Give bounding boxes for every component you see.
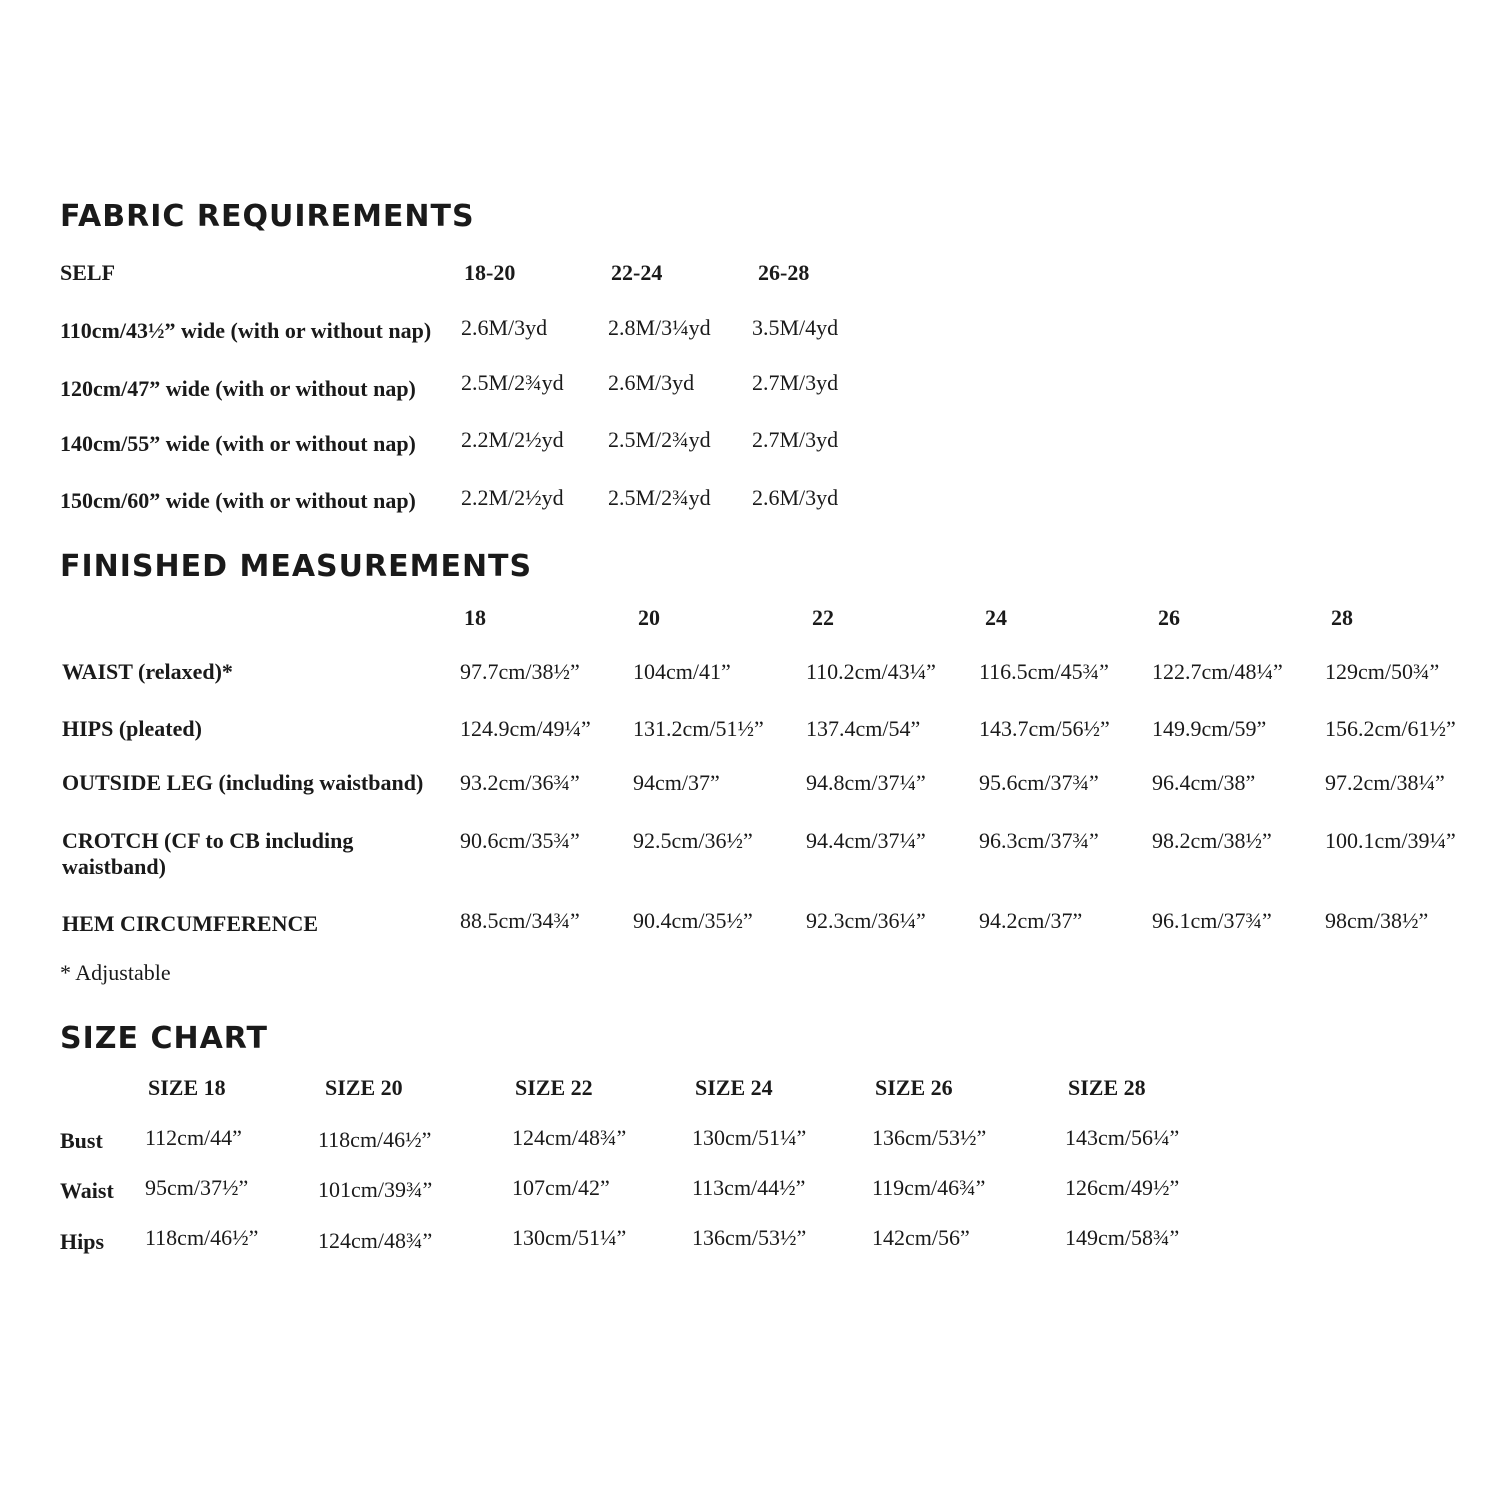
size-col-header: SIZE 22 bbox=[515, 1075, 593, 1100]
size-cell: 124cm/48¾” bbox=[512, 1125, 627, 1150]
size-cell: 113cm/44½” bbox=[692, 1175, 806, 1200]
finished-col-header: 18 bbox=[464, 605, 486, 630]
size-cell: 136cm/53½” bbox=[692, 1225, 807, 1250]
fabric-cell: 2.6M/3yd bbox=[461, 315, 548, 340]
finished-row-label: OUTSIDE LEG (including waistband) bbox=[62, 770, 424, 795]
finished-cell: 94.8cm/37¼” bbox=[806, 770, 926, 795]
fabric-label-header: SELF bbox=[60, 260, 116, 285]
finished-cell: 94cm/37” bbox=[633, 770, 720, 795]
finished-cell: 88.5cm/34¾” bbox=[460, 908, 580, 933]
finished-cell: 143.7cm/56½” bbox=[979, 716, 1110, 741]
fabric-cell: 2.6M/3yd bbox=[752, 485, 839, 510]
finished-cell: 92.3cm/36¼” bbox=[806, 908, 926, 933]
fabric-col-header: 26-28 bbox=[758, 260, 810, 285]
finished-row-label: HEM CIRCUMFERENCE bbox=[62, 911, 319, 936]
fabric-requirements-heading: FABRIC REQUIREMENTS bbox=[60, 199, 475, 234]
finished-col-header: 20 bbox=[638, 605, 660, 630]
finished-cell: 96.3cm/37¾” bbox=[979, 828, 1099, 853]
finished-col-header: 26 bbox=[1158, 605, 1180, 630]
finished-cell: 95.6cm/37¾” bbox=[979, 770, 1099, 795]
finished-cell: 137.4cm/54” bbox=[806, 716, 921, 741]
finished-cell: 90.6cm/35¾” bbox=[460, 828, 580, 853]
finished-cell: 149.9cm/59” bbox=[1152, 716, 1267, 741]
finished-cell: 131.2cm/51½” bbox=[633, 716, 764, 741]
fabric-cell: 2.8M/3¼yd bbox=[608, 315, 711, 340]
fabric-col-header: 22-24 bbox=[611, 260, 663, 285]
finished-cell: 97.7cm/38½” bbox=[460, 659, 580, 684]
fabric-cell: 3.5M/4yd bbox=[752, 315, 839, 340]
size-cell: 101cm/39¾” bbox=[318, 1177, 433, 1202]
size-cell: 142cm/56” bbox=[872, 1225, 970, 1250]
finished-cell: 97.2cm/38¼” bbox=[1325, 770, 1445, 795]
size-cell: 130cm/51¼” bbox=[692, 1125, 807, 1150]
size-cell: 112cm/44” bbox=[145, 1125, 242, 1150]
fabric-cell: 2.5M/2¾yd bbox=[461, 370, 564, 395]
fabric-row-label: 120cm/47” wide (with or without nap) bbox=[60, 376, 416, 401]
size-cell: 130cm/51¼” bbox=[512, 1225, 627, 1250]
finished-cell: 122.7cm/48¼” bbox=[1152, 659, 1283, 684]
finished-cell: 93.2cm/36¾” bbox=[460, 770, 580, 795]
size-cell: 149cm/58¾” bbox=[1065, 1225, 1180, 1250]
fabric-row-label: 110cm/43½” wide (with or without nap) bbox=[60, 318, 432, 343]
size-cell: 124cm/48¾” bbox=[318, 1228, 433, 1253]
size-row-label: Hips bbox=[60, 1229, 105, 1254]
size-cell: 136cm/53½” bbox=[872, 1125, 987, 1150]
size-col-header: SIZE 28 bbox=[1068, 1075, 1146, 1100]
fabric-cell: 2.7M/3yd bbox=[752, 370, 839, 395]
size-cell: 95cm/37½” bbox=[145, 1175, 249, 1200]
finished-row-label: WAIST (relaxed)* bbox=[62, 659, 233, 684]
finished-cell: 100.1cm/39¼” bbox=[1325, 828, 1456, 853]
finished-col-header: 24 bbox=[985, 605, 1007, 630]
finished-cell: 129cm/50¾” bbox=[1325, 659, 1440, 684]
size-cell: 107cm/42” bbox=[512, 1175, 610, 1200]
size-row-label: Bust bbox=[60, 1128, 103, 1153]
size-cell: 118cm/46½” bbox=[145, 1225, 259, 1250]
size-cell: 118cm/46½” bbox=[318, 1127, 432, 1152]
size-chart-heading: SIZE CHART bbox=[60, 1021, 269, 1056]
size-cell: 119cm/46¾” bbox=[872, 1175, 986, 1200]
fabric-col-header: 18-20 bbox=[464, 260, 516, 285]
fabric-cell: 2.5M/2¾yd bbox=[608, 427, 711, 452]
size-col-header: SIZE 18 bbox=[148, 1075, 226, 1100]
finished-cell: 104cm/41” bbox=[633, 659, 731, 684]
footnote: * Adjustable bbox=[60, 960, 171, 985]
finished-cell: 96.4cm/38” bbox=[1152, 770, 1256, 795]
finished-cell: 124.9cm/49¼” bbox=[460, 716, 591, 741]
fabric-cell: 2.5M/2¾yd bbox=[608, 485, 711, 510]
fabric-row-label: 140cm/55” wide (with or without nap) bbox=[60, 431, 416, 456]
size-row-label: Waist bbox=[60, 1178, 114, 1203]
finished-cell: 110.2cm/43¼” bbox=[806, 659, 936, 684]
finished-cell: 92.5cm/36½” bbox=[633, 828, 753, 853]
size-col-header: SIZE 24 bbox=[695, 1075, 773, 1100]
fabric-cell: 2.2M/2½yd bbox=[461, 427, 564, 452]
finished-col-header: 28 bbox=[1331, 605, 1353, 630]
finished-col-header: 22 bbox=[812, 605, 834, 630]
finished-cell: 94.4cm/37¼” bbox=[806, 828, 926, 853]
finished-cell: 96.1cm/37¾” bbox=[1152, 908, 1272, 933]
finished-measurements-heading: FINISHED MEASUREMENTS bbox=[60, 549, 533, 584]
fabric-cell: 2.6M/3yd bbox=[608, 370, 695, 395]
finished-cell: 90.4cm/35½” bbox=[633, 908, 753, 933]
size-col-header: SIZE 20 bbox=[325, 1075, 403, 1100]
finished-row-label: HIPS (pleated) bbox=[62, 716, 202, 741]
finished-cell: 98.2cm/38½” bbox=[1152, 828, 1272, 853]
finished-cell: 116.5cm/45¾” bbox=[979, 659, 1109, 684]
size-col-header: SIZE 26 bbox=[875, 1075, 953, 1100]
fabric-cell: 2.7M/3yd bbox=[752, 427, 839, 452]
size-cell: 143cm/56¼” bbox=[1065, 1125, 1180, 1150]
finished-cell: 156.2cm/61½” bbox=[1325, 716, 1456, 741]
size-cell: 126cm/49½” bbox=[1065, 1175, 1180, 1200]
finished-cell: 98cm/38½” bbox=[1325, 908, 1429, 933]
finished-row-label: CROTCH (CF to CB including waistband) bbox=[62, 828, 354, 879]
fabric-cell: 2.2M/2½yd bbox=[461, 485, 564, 510]
finished-cell: 94.2cm/37” bbox=[979, 908, 1083, 933]
fabric-row-label: 150cm/60” wide (with or without nap) bbox=[60, 488, 416, 513]
